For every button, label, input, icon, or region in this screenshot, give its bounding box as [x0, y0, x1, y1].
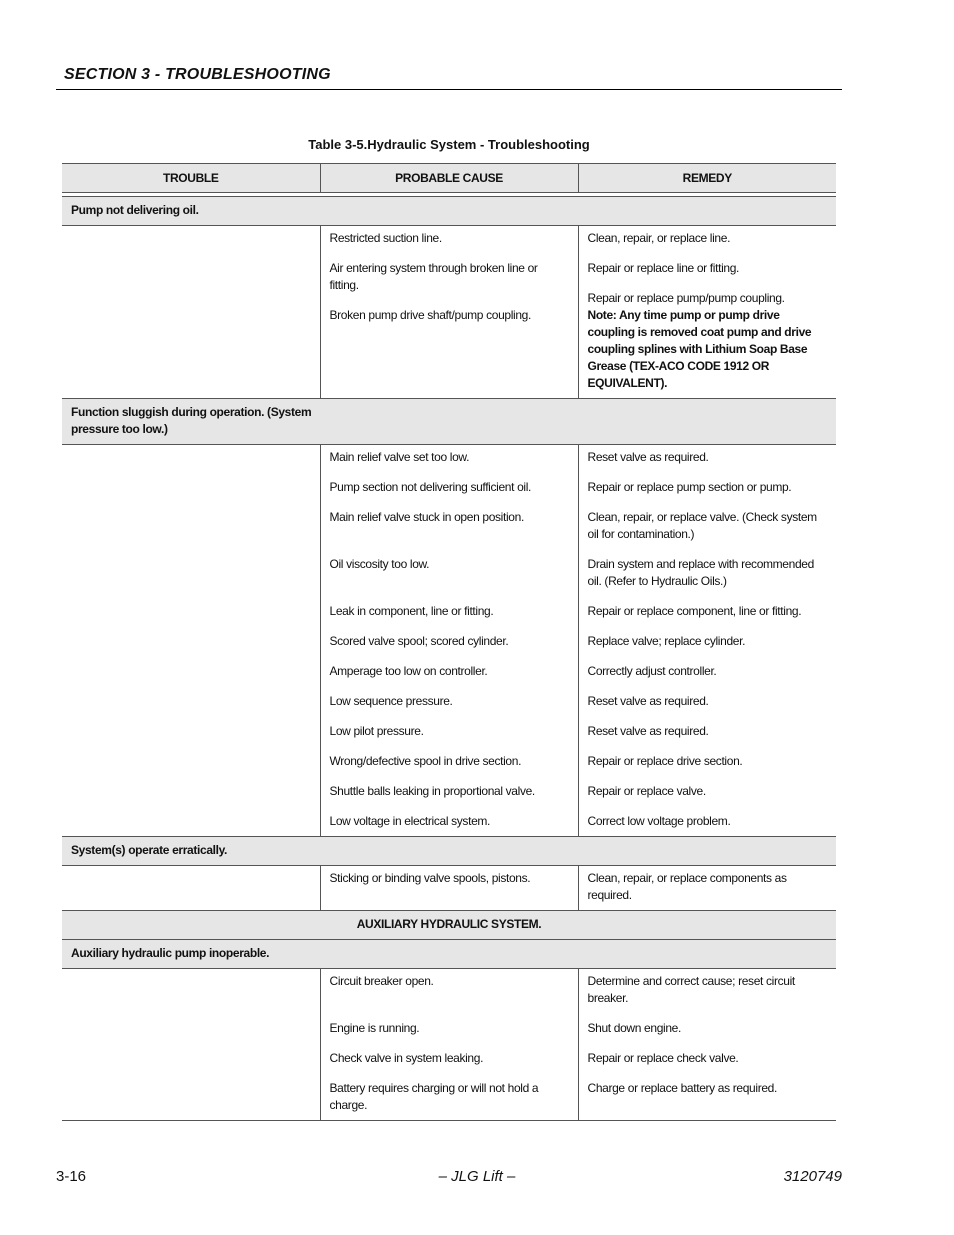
remedy-item: Reset valve as required.: [587, 694, 709, 708]
cause-item: Wrong/defective spool in drive section.: [329, 754, 522, 768]
remedy-item: Repair or replace pump section or pump.: [587, 480, 792, 494]
remedy-item: Correct low voltage problem.: [587, 814, 731, 828]
cause-remedy-row: [62, 445, 836, 837]
trouble-label: Auxiliary hydraulic pump inoperable.: [62, 940, 836, 969]
cause-item: Engine is running.: [329, 1021, 420, 1035]
section-header: SECTION 3 - TROUBLESHOOTING: [64, 66, 331, 83]
trouble-blank-cell: [62, 445, 320, 837]
cause-item: Low sequence pressure.: [329, 694, 453, 708]
trouble-blank-cell: [62, 969, 320, 1121]
trouble-row: [62, 940, 836, 969]
trouble-blank-cell: [62, 226, 320, 399]
trouble-row: [62, 399, 836, 445]
troubleshooting-table: [62, 163, 836, 1121]
cause-item: Main relief valve set too low.: [329, 450, 470, 464]
trouble-blank-cell: [62, 866, 320, 911]
remedy-item: Repair or replace line or fitting.: [587, 261, 740, 275]
trouble-label: System(s) operate erratically.: [62, 837, 836, 866]
remedy-cell: [578, 445, 836, 837]
cause-remedy-row: [62, 866, 836, 911]
cause-item: Main relief valve stuck in open position.: [329, 510, 524, 524]
cause-item: Oil viscosity too low.: [329, 557, 430, 571]
remedy-item: Repair or replace drive section.: [587, 754, 743, 768]
remedy-item: Clean, repair, or replace components as required.: [587, 871, 787, 902]
cause-remedy-row: [62, 226, 836, 399]
remedy-item: Clean, repair, or replace line.: [587, 231, 731, 245]
cause-item: Leak in component, line or fitting.: [329, 604, 494, 618]
remedy-item: Correctly adjust controller.: [587, 664, 717, 678]
remedy-item: Determine and correct cause; reset circuit breaker.: [587, 974, 795, 1005]
cause-cell: [320, 969, 578, 1121]
remedy-text: Repair or replace pump/pump coupling.: [587, 291, 785, 305]
remedy-item: Reset valve as required.: [587, 724, 709, 738]
cause-item: Restricted suction line.: [329, 231, 442, 245]
footer-brand: – JLG Lift –: [438, 1168, 516, 1185]
cause-item: Battery requires charging or will not hold a charge.: [329, 1081, 539, 1112]
remedy-item: Reset valve as required.: [587, 450, 709, 464]
cause-item: Low pilot pressure.: [329, 724, 424, 738]
table-header-row: [62, 164, 836, 193]
cause-remedy-row: [62, 969, 836, 1121]
subsection-label: AUXILIARY HYDRAULIC SYSTEM.: [62, 911, 836, 940]
trouble-label: Function sluggish during operation. (System pressure too low.): [71, 405, 312, 436]
table-title: Table 3-5.Hydraulic System - Troubleshooting: [308, 137, 590, 152]
cause-cell: [320, 445, 578, 837]
remedy-cell: [578, 226, 836, 399]
remedy-item: Clean, repair, or replace valve. (Check system oil for contamination.): [587, 510, 817, 541]
cause-item: Scored valve spool; scored cylinder.: [329, 634, 509, 648]
page-number: 3-16: [56, 1168, 87, 1185]
trouble-label: Pump not delivering oil.: [62, 197, 836, 226]
remedy-item: [588, 290, 829, 392]
remedy-item: Drain system and replace with recommended oil. (Refer to Hydraulic Oils.): [587, 557, 814, 588]
cause-item: Pump section not delivering sufficient oil.: [329, 480, 532, 494]
column-header-probable-cause: PROBABLE CAUSE: [320, 164, 578, 193]
remedy-item: Repair or replace check valve.: [587, 1051, 739, 1065]
remedy-item: Charge or replace battery as required.: [587, 1081, 777, 1095]
cause-item: Air entering system through broken line or fitting.: [329, 261, 538, 292]
cause-item: Check valve in system leaking.: [329, 1051, 484, 1065]
cause-item: Amperage too low on controller.: [329, 664, 488, 678]
remedy-cell: [578, 866, 836, 911]
remedy-note: Note: Any time pump or pump drive coupling is removed coat pump and drive coupling splines with Lithium Soap Base Grease (TEX-ACO CODE 1912 OR EQUIVALENT).: [587, 308, 812, 390]
column-header-remedy: REMEDY: [578, 164, 836, 193]
cause-item: Sticking or binding valve spools, pistons.: [329, 871, 531, 885]
header-rule: [56, 89, 842, 90]
remedy-item: Repair or replace component, line or fitting.: [587, 604, 802, 618]
remedy-item: Replace valve; replace cylinder.: [587, 634, 746, 648]
cause-item: Circuit breaker open.: [329, 974, 434, 988]
cause-item: Low voltage in electrical system.: [329, 814, 491, 828]
trouble-row: [62, 837, 836, 866]
cause-cell: [320, 226, 578, 399]
remedy-item: Shut down engine.: [587, 1021, 681, 1035]
trouble-row: [62, 197, 836, 226]
column-header-trouble: TROUBLE: [62, 164, 320, 193]
cause-item: Shuttle balls leaking in proportional valve.: [329, 784, 535, 798]
remedy-cell: [578, 969, 836, 1121]
cause-item: Broken pump drive shaft/pump coupling.: [329, 308, 531, 322]
remedy-item: Repair or replace valve.: [587, 784, 706, 798]
subsection-row: [62, 911, 836, 940]
cause-cell: [320, 866, 578, 911]
document-number: 3120749: [783, 1168, 842, 1185]
